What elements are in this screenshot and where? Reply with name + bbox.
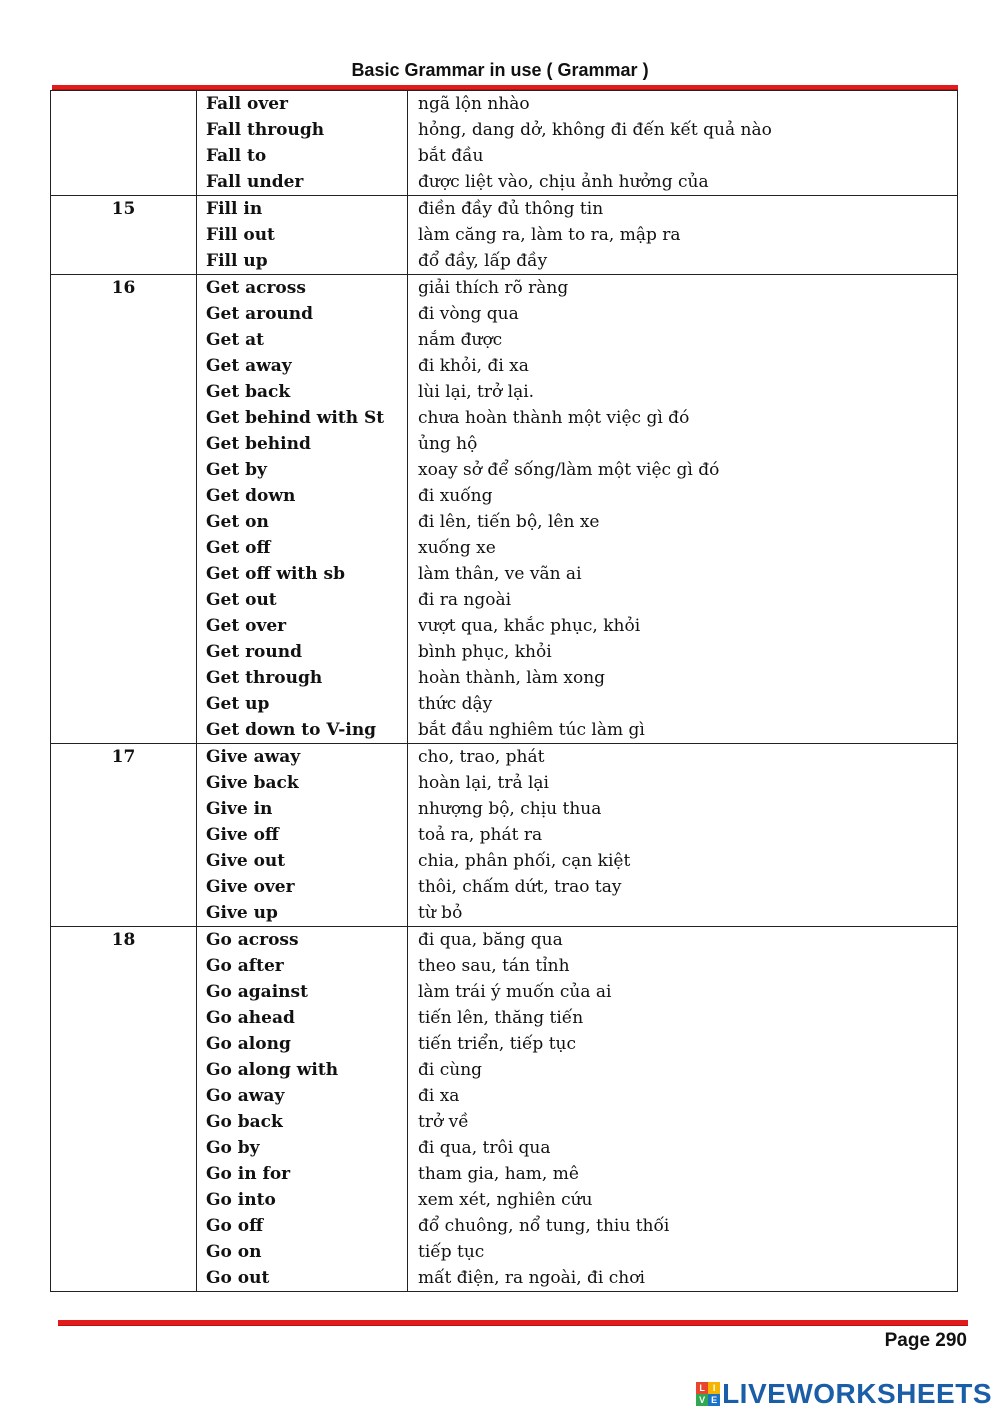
phrasal-verb: Give off [206, 825, 279, 845]
meaning: bình phục, khỏi [418, 642, 552, 662]
phrasal-verb: Go across [206, 930, 299, 950]
meaning: bắt đầu nghiêm túc làm gì [418, 720, 645, 740]
phrasal-verb: Go out [206, 1268, 270, 1288]
meaning-cell [408, 196, 958, 275]
phrasal-verb: Give away [206, 747, 301, 767]
meaning: hoàn thành, làm xong [418, 668, 606, 688]
phrasal-verb: Get round [206, 642, 303, 662]
meaning: chia, phân phối, cạn kiệt [418, 851, 631, 871]
phrasal-verb: Fill up [206, 251, 268, 271]
verb-cell [197, 196, 408, 275]
phrasal-verb: Get back [206, 382, 291, 402]
phrasal-verb-table [50, 90, 958, 1292]
group-number: 15 [51, 196, 197, 275]
phrasal-verb: Give up [206, 903, 278, 923]
phrasal-verb: Get through [206, 668, 323, 688]
meaning: trở về [418, 1112, 469, 1132]
table-row [51, 275, 958, 744]
phrasal-verb: Get out [206, 590, 277, 610]
phrasal-verb: Give out [206, 851, 286, 871]
meaning: nhượng bộ, chịu thua [418, 799, 602, 819]
meaning: được liệt vào, chịu ảnh hưởng của [418, 172, 709, 192]
phrasal-verb: Get around [206, 304, 314, 324]
phrasal-verb: Go off [206, 1216, 264, 1236]
meaning: xem xét, nghiên cứu [418, 1190, 593, 1210]
meaning: bắt đầu [418, 146, 484, 166]
meaning: làm trái ý muốn của ai [418, 982, 612, 1002]
phrasal-verb: Go back [206, 1112, 283, 1132]
phrasal-verb: Get off with sb [206, 564, 345, 584]
footer-rule [58, 1320, 968, 1326]
meaning-cell [408, 275, 958, 744]
meaning: từ bỏ [418, 903, 463, 923]
meaning: cho, trao, phát [418, 747, 545, 767]
meaning: đổ đầy, lấp đầy [418, 251, 548, 271]
phrasal-verb: Get off [206, 538, 271, 558]
meaning: giải thích rõ ràng [418, 278, 569, 298]
meaning: đổ chuông, nổ tung, thiu thối [418, 1216, 670, 1236]
phrasal-verb: Go after [206, 956, 284, 976]
phrasal-verb: Go in for [206, 1164, 291, 1184]
table-row [51, 196, 958, 275]
phrasal-verb: Fall to [206, 146, 267, 166]
meaning: hỏng, dang dở, không đi đến kết quả nào [418, 120, 772, 140]
meaning-cell [408, 927, 958, 1292]
meaning: theo sau, tán tỉnh [418, 956, 570, 976]
meaning: đi xa [418, 1086, 460, 1106]
meaning: hoàn lại, trả lại [418, 773, 549, 793]
phrasal-verb: Get by [206, 460, 267, 480]
phrasal-verb: Get over [206, 616, 287, 636]
phrasal-verb: Fall under [206, 172, 304, 192]
verb-cell [197, 275, 408, 744]
phrasal-verb: Get on [206, 512, 269, 532]
phrasal-verb: Go ahead [206, 1008, 295, 1028]
phrasal-verb: Get up [206, 694, 270, 714]
meaning: đi ra ngoài [418, 590, 512, 610]
liveworksheets-logo-icon: L I V E [696, 1382, 720, 1406]
meaning: tiếp tục [418, 1242, 485, 1262]
meaning: đi khỏi, đi xa [418, 356, 529, 376]
meaning: tiến lên, thăng tiến [418, 1008, 584, 1028]
group-number: 18 [51, 927, 197, 1292]
meaning: lùi lại, trở lại. [418, 382, 535, 402]
meaning: làm thân, ve vãn ai [418, 564, 582, 584]
page-title: Basic Grammar in use ( Grammar ) [351, 60, 649, 80]
meaning: tham gia, ham, mê [418, 1164, 579, 1184]
meaning: thức dậy [418, 694, 493, 714]
phrasal-verb: Get at [206, 330, 264, 350]
meaning: toả ra, phát ra [418, 825, 543, 845]
phrasal-verb: Give in [206, 799, 273, 819]
brand-name: LIVEWORKSHEETS [722, 1378, 992, 1409]
meaning: nắm được [418, 330, 503, 350]
table-row [51, 927, 958, 1292]
phrasal-verb: Get away [206, 356, 292, 376]
phrasal-verb: Get down to V-ing [206, 720, 377, 740]
meaning: ngã lộn nhào [418, 94, 530, 114]
verb-cell [197, 927, 408, 1292]
meaning-cell [408, 744, 958, 927]
meaning: đi lên, tiến bộ, lên xe [418, 512, 600, 532]
phrasal-verb: Go by [206, 1138, 260, 1158]
meaning: điền đầy đủ thông tin [418, 199, 604, 219]
meaning: ủng hộ [418, 434, 478, 454]
table-row [51, 744, 958, 927]
phrasal-verb: Get behind with St [206, 408, 385, 428]
phrasal-verb: Give back [206, 773, 299, 793]
meaning: đi vòng qua [418, 304, 519, 324]
group-number: 17 [51, 744, 197, 927]
phrasal-verb: Go on [206, 1242, 262, 1262]
phrasal-verb: Go away [206, 1086, 285, 1106]
phrasal-verb: Fall over [206, 94, 288, 114]
phrasal-verb: Go along with [206, 1060, 339, 1080]
meaning: xuống xe [418, 538, 496, 558]
verb-cell [197, 744, 408, 927]
page-number: Page 290 [884, 1330, 967, 1351]
meaning: tiến triển, tiếp tục [418, 1034, 577, 1054]
table-row [51, 91, 958, 196]
phrasal-verb: Fall through [206, 120, 325, 140]
meaning: đi qua, trôi qua [418, 1138, 551, 1158]
meaning: đi xuống [418, 486, 493, 506]
phrasal-verb: Go against [206, 982, 308, 1002]
meaning: chưa hoàn thành một việc gì đó [418, 408, 690, 428]
table-body [51, 91, 958, 1292]
phrasal-verb: Fill out [206, 225, 275, 245]
meaning-cell [408, 91, 958, 196]
meaning: đi cùng [418, 1060, 483, 1080]
phrasal-verb: Go along [206, 1034, 291, 1054]
group-number [51, 91, 197, 196]
phrasal-verb: Get down [206, 486, 296, 506]
verb-cell [197, 91, 408, 196]
phrasal-verb: Give over [206, 877, 295, 897]
meaning: thôi, chấm dứt, trao tay [418, 877, 622, 897]
meaning: đi qua, băng qua [418, 930, 563, 950]
liveworksheets-brand[interactable] [696, 1378, 992, 1410]
meaning: xoay sở để sống/làm một việc gì đó [418, 460, 720, 480]
phrasal-verb: Get across [206, 278, 306, 298]
meaning: mất điện, ra ngoài, đi chơi [418, 1268, 645, 1288]
meaning: vượt qua, khắc phục, khỏi [418, 616, 641, 636]
phrasal-verb: Go into [206, 1190, 276, 1210]
phrasal-verb: Get behind [206, 434, 311, 454]
meaning: làm căng ra, làm to ra, mập ra [418, 225, 681, 245]
phrasal-verb: Fill in [206, 199, 263, 219]
group-number: 16 [51, 275, 197, 744]
